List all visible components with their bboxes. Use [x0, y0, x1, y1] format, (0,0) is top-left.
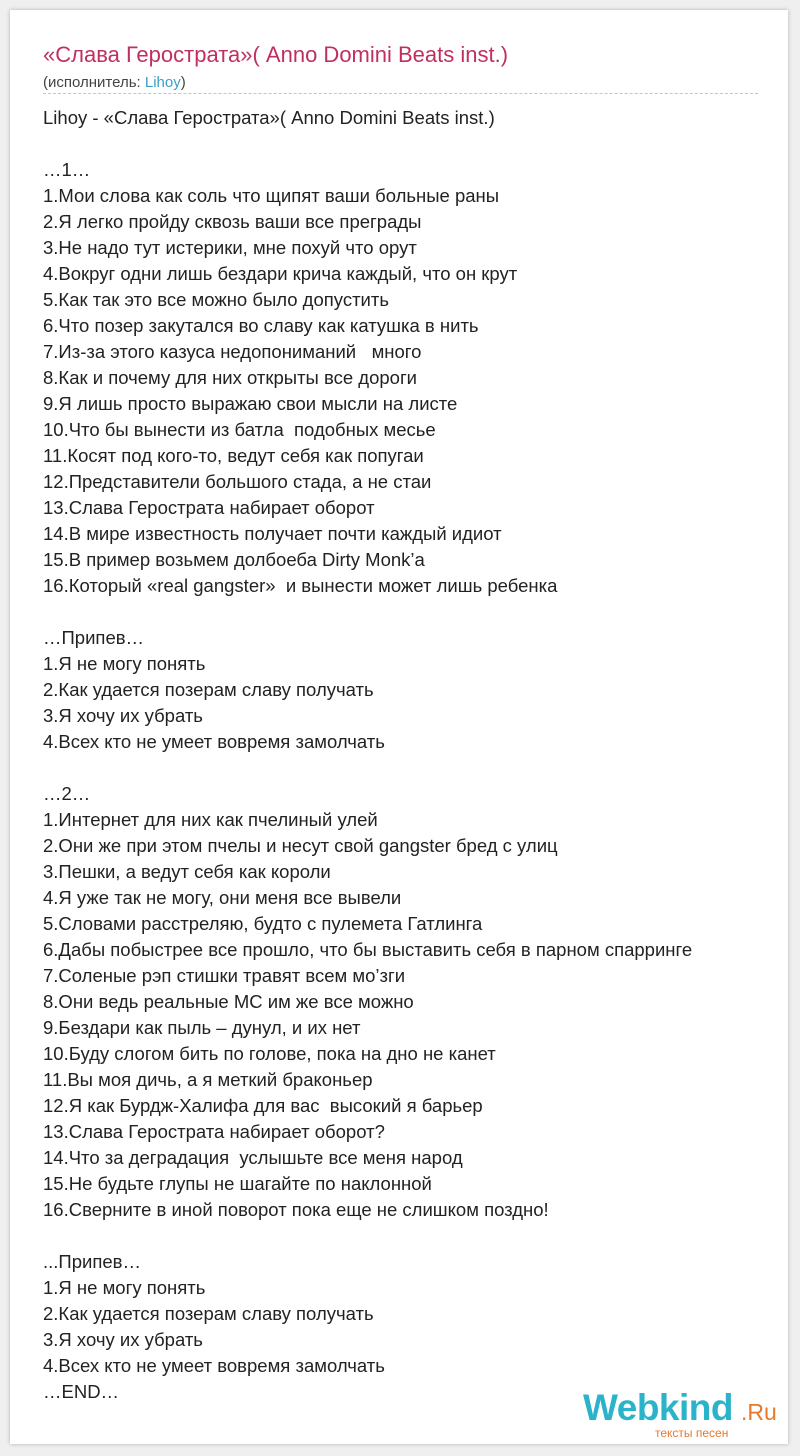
lyric-line: Lihoy - «Слава Герострата»( Anno Domini Beats inst.)	[43, 107, 495, 128]
lyric-line: 16.Сверните в иной поворот пока еще не слишком поздно!	[43, 1199, 549, 1220]
lyric-line: …Припев…	[43, 627, 145, 648]
lyric-line	[43, 131, 788, 157]
lyric-line: 7.Из-за этого казуса недопониманий много	[43, 341, 422, 362]
lyric-line: 10.Буду слогом бить по голове, пока на дно не канет	[43, 1043, 496, 1064]
lyric-line: 3.Я хочу их убрать	[43, 705, 203, 726]
lyric-line: 9.Бездари как пыль – дунул, и их нет	[43, 1017, 361, 1038]
lyric-line: 15.Не будьте глупы не шагайте по наклонной	[43, 1173, 432, 1194]
lyrics-card	[10, 10, 788, 1444]
lyric-line: 2.Как удается позерам славу получать	[43, 679, 374, 700]
lyric-line: 6.Что позер закутался во славу как катушка в нить	[43, 315, 479, 336]
lyric-line: ...Припев…	[43, 1251, 141, 1272]
lyric-line: 1.Я не могу понять	[43, 653, 206, 674]
lyric-line: 4.Всех кто не умеет вовремя замолчать	[43, 731, 385, 752]
lyric-line: 6.Дабы побыстрее все прошло, что бы выставить себя в парном спарринге	[43, 939, 693, 960]
song-title: «Слава Герострата»( Anno Domini Beats inst.)	[43, 42, 509, 67]
lyric-line: 16.Который «real gangster» и вынести может лишь ребенка	[43, 575, 558, 596]
logo-tld: .Ru	[741, 1399, 777, 1425]
lyric-line: 2.Как удается позерам славу получать	[43, 1303, 374, 1324]
lyric-line: 2.Я легко пройду сквозь ваши все преграды	[43, 211, 422, 232]
lyric-line: 3.Пешки, а ведут себя как короли	[43, 861, 331, 882]
lyric-line: 15.В пример возьмем долбоеба Dirty Monk’a	[43, 549, 425, 570]
site-logo[interactable]	[583, 1387, 783, 1441]
lyric-line: 4.Я уже так не могу, они меня все вывели	[43, 887, 402, 908]
lyric-line: 1.Мои слова как соль что щипят ваши больные раны	[43, 185, 500, 206]
lyric-line: 12.Я как Бурдж-Халифа для вас высокий я барьер	[43, 1095, 483, 1116]
lyric-line: 8.Они ведь реальные МС им же все можно	[43, 991, 414, 1012]
logo-tagline: тексты песен	[655, 1426, 729, 1440]
lyric-line: 13.Слава Герострата набирает оборот?	[43, 1121, 385, 1142]
lyric-line: 8.Как и почему для них открыты все дороги	[43, 367, 418, 388]
lyric-line: …2…	[43, 783, 91, 804]
lyric-line: 14.В мире известность получает почти каждый идиот	[43, 523, 502, 544]
lyric-line: 11.Вы моя дичь, а я меткий браконьер	[43, 1069, 373, 1090]
lyric-line: …END…	[43, 1381, 120, 1402]
lyric-line: 5.Словами расстреляю, будто с пулемета Гатлинга	[43, 913, 483, 934]
lyric-line: 5.Как так это все можно было допустить	[43, 289, 389, 310]
lyric-line: 4.Всех кто не умеет вовремя замолчать	[43, 1355, 385, 1376]
lyric-line: …1…	[43, 159, 91, 180]
performer-suffix: )	[180, 74, 186, 91]
lyric-line: 10.Что бы вынести из батла подобных месье	[43, 419, 436, 440]
lyric-line	[43, 1223, 788, 1249]
lyrics-body	[43, 105, 788, 1405]
lyric-line: 7.Соленые рэп стишки травят всем мо’зги	[43, 965, 406, 986]
lyric-line	[43, 599, 788, 625]
performer-prefix: (исполнитель:	[43, 74, 145, 91]
lyric-line: 3.Я хочу их убрать	[43, 1329, 203, 1350]
performer-link[interactable]: Lihoy	[144, 74, 181, 91]
performer-line	[43, 74, 186, 91]
lyric-line	[43, 755, 788, 781]
lyric-line: 14.Что за деградация услышьте все меня народ	[43, 1147, 463, 1168]
lyric-line: 1.Я не могу понять	[43, 1277, 206, 1298]
lyric-line: 13.Слава Герострата набирает оборот	[43, 497, 375, 518]
lyric-line: 9.Я лишь просто выражаю свои мысли на листе	[43, 393, 458, 414]
lyric-line: 4.Вокруг одни лишь бездари крича каждый, что он крут	[43, 263, 518, 284]
lyric-line: 11.Косят под кого-то, ведут себя как попугаи	[43, 445, 424, 466]
lyric-line: 1.Интернет для них как пчелиный улей	[43, 809, 378, 830]
lyric-line: 3.Не надо тут истерики, мне похуй что орут	[43, 237, 417, 258]
logo-name: Webkind	[583, 1387, 733, 1428]
header-divider	[43, 93, 758, 94]
lyric-line: 12.Представители большого стада, а не стаи	[43, 471, 432, 492]
lyric-line: 2.Они же при этом пчелы и несут свой gangster бред с улиц	[43, 835, 558, 856]
